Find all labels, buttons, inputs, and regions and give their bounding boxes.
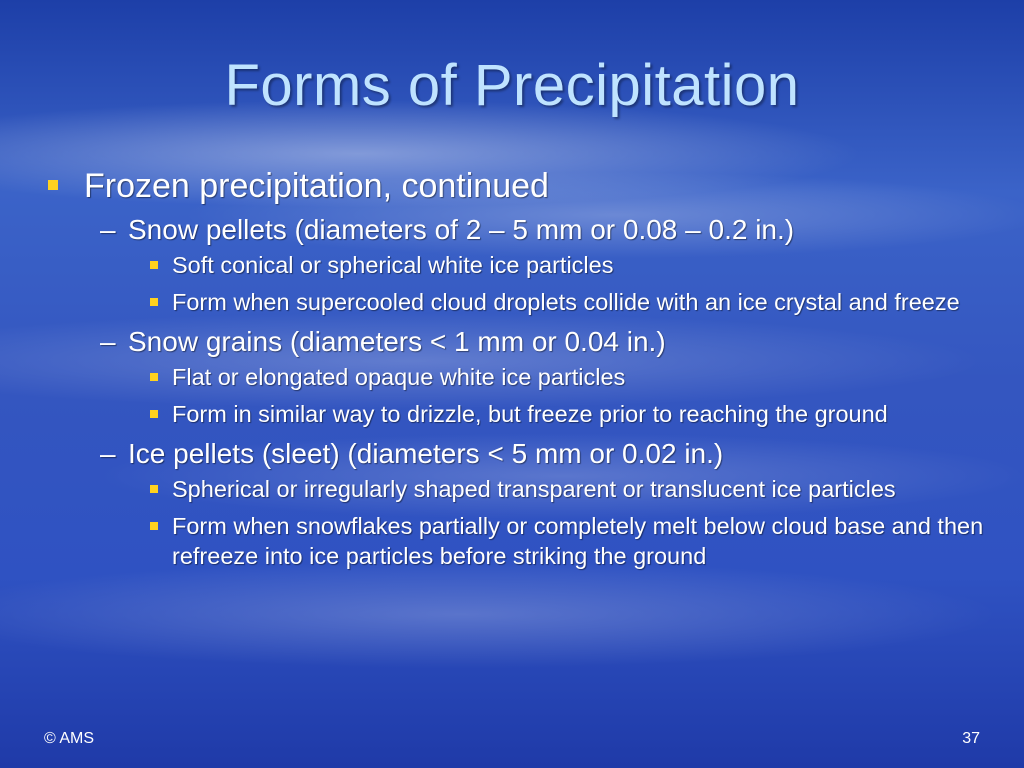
- square-bullet-icon: [150, 410, 158, 418]
- slide-body: [44, 164, 984, 578]
- square-bullet-icon: [150, 261, 158, 269]
- point-text: Soft conical or spherical white ice particles: [172, 252, 614, 278]
- point-ice-pellets-2: [44, 511, 984, 571]
- bullet-text: Frozen precipitation, continued: [84, 167, 549, 205]
- sub-bullet-ice-pellets: [44, 436, 984, 472]
- square-bullet-icon: [150, 298, 158, 306]
- sub-bullet-snow-pellets: [44, 212, 984, 248]
- sub-bullet-text: Ice pellets (sleet) (diameters < 5 mm or 0.02 in.): [128, 438, 724, 469]
- square-bullet-icon: [48, 180, 58, 190]
- copyright-footer: © AMS: [44, 730, 95, 747]
- point-text: Flat or elongated opaque white ice particles: [172, 364, 626, 390]
- sub-bullet-text: Snow pellets (diameters of 2 – 5 mm or 0.08 – 0.2 in.): [128, 214, 795, 245]
- point-snow-grains-2: [44, 399, 984, 429]
- dash-bullet-icon: –: [100, 326, 116, 357]
- slide-title: Forms of Precipitation: [224, 53, 800, 118]
- slide-number: 37: [962, 730, 980, 747]
- bullet-frozen-precipitation: [44, 164, 984, 208]
- dash-bullet-icon: –: [100, 438, 116, 469]
- point-snow-grains-1: [44, 362, 984, 392]
- point-text: Form when snowflakes partially or completely melt below cloud base and then refreeze into ice particles before striking the ground: [172, 513, 984, 569]
- point-ice-pellets-1: [44, 474, 984, 504]
- point-text: Form when supercooled cloud droplets collide with an ice crystal and freeze: [172, 289, 960, 315]
- point-text: Form in similar way to drizzle, but freeze prior to reaching the ground: [172, 401, 888, 427]
- square-bullet-icon: [150, 373, 158, 381]
- point-snow-pellets-1: [44, 250, 984, 280]
- point-snow-pellets-2: [44, 287, 984, 317]
- dash-bullet-icon: –: [100, 214, 116, 245]
- square-bullet-icon: [150, 522, 158, 530]
- sub-bullet-text: Snow grains (diameters < 1 mm or 0.04 in.): [128, 326, 666, 357]
- square-bullet-icon: [150, 485, 158, 493]
- sub-bullet-snow-grains: [44, 324, 984, 360]
- point-text: Spherical or irregularly shaped transparent or translucent ice particles: [172, 476, 896, 502]
